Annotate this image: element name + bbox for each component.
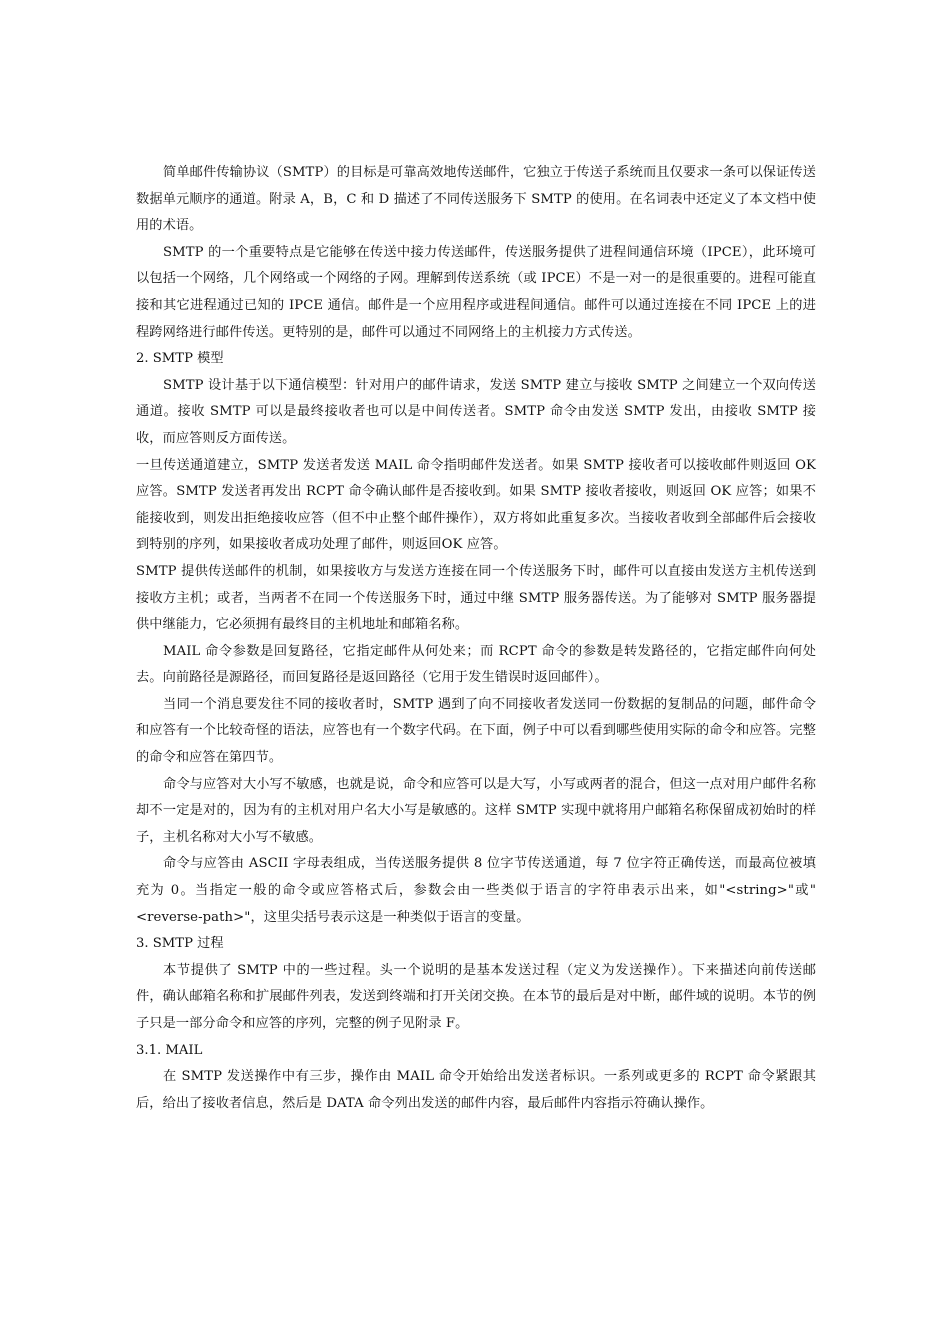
paragraph-procedures: 本节提供了 SMTP 中的一些过程。头一个说明的是基本发送过程（定义为发送操作）。下来描述向前传送邮件，确认邮箱名称和扩展邮件列表，发送到终端和打开关闭交换。在本节的最后是对中断，邮件域的说明。本节的例子只是一部分命令和应答的序列，完整的例子见附录 F。: [136, 962, 816, 1031]
document-body: [136, 160, 816, 1117]
paragraph-multiple-recipients: 当同一个消息要发往不同的接收者时，SMTP 遇到了向不同接收者发送同一份数据的复制品的问题，邮件命令和应答有一个比较奇怪的语法，应答也有一个数字代码。在下面，例子中可以看到哪些使用实际的命令和应答。完整的命令和应答在第四节。: [136, 696, 816, 766]
paragraph-case-sensitivity: 命令与应答对大小写不敏感，也就是说，命令和应答可以是大写，小写或两者的混合，但这一点对用户邮件名称却不一定是对的，因为有的主机对用户名大小写是敏感的。这样 SMTP 实现中就将用户邮箱名称保留成初始时的样子，主机名称对大小写不敏感。: [136, 776, 816, 845]
paragraph-mail-command: 一旦传送通道建立，SMTP 发送者发送 MAIL 命令指明邮件发送者。如果 SMTP 接收者可以接收邮件则返回 OK 应答。SMTP 发送者再发出 RCPT 命令确认邮件是否接收到。如果 SMTP 接收者接收，则返回 OK 应答；如果不能接收到，则发出拒绝接收应答（但不中止整个邮件操作），双方将如此重复多次。当接收者收到全部邮件后会接收到特别的序列，如果接收者成功处理了邮件，则返回OK 应答。: [136, 457, 816, 553]
paragraph-smtp-intro: 简单邮件传输协议（SMTP）的目标是可靠高效地传送邮件，它独立于传送子系统而且仅要求一条可以保证传送数据单元顺序的通道。附录 A，B，C 和 D 描述了不同传送服务下 SMTP 的使用。在名词表中还定义了本文档中使用的术语。: [136, 165, 816, 234]
section-heading-mail: 3.1. MAIL: [136, 1042, 203, 1058]
paragraph-mail-steps: 在 SMTP 发送操作中有三步，操作由 MAIL 命令开始给出发送者标识。一系列或更多的 RCPT 命令紧跟其后，给出了接收者信息，然后是 DATA 命令列出发送的邮件内容，最后邮件内容指示符确认操作。: [136, 1069, 816, 1111]
paragraph-paths: MAIL 命令参数是回复路径，它指定邮件从何处来；而 RCPT 命令的参数是转发路径的，它指定邮件向何处去。向前路径是源路径，而回复路径是返回路径（它用于发生错误时返回邮件）。: [136, 643, 816, 686]
paragraph-relay-mechanism: SMTP 提供传送邮件的机制，如果接收方与发送方连接在同一个传送服务下时，邮件可以直接由发送方主机传送到接收方主机；或者，当两者不在同一个传送服务下时，通过中继 SMTP 服务器传送。为了能够对 SMTP 服务器提供中继能力，它必须拥有最终目的主机地址和邮箱名称。: [136, 563, 816, 633]
paragraph-smtp-model: SMTP 设计基于以下通信模型：针对用户的邮件请求，发送 SMTP 建立与接收 SMTP 之间建立一个双向传送通道。接收 SMTP 可以是最终接收者也可以是中间传送者。SMTP 命令由发送 SMTP 发出，由接收 SMTP 接收，而应答则反方面传送。: [136, 377, 816, 446]
paragraph-smtp-relay: SMTP 的一个重要特点是它能够在传送中接力传送邮件，传送服务提供了进程间通信环境（IPCE），此环境可以包括一个网络，几个网络或一个网络的子网。理解到传送系统（或 IPCE）不是一对一的是很重要的。进程可能直接和其它进程通过已知的 IPCE 通信。邮件是一个应用程序或进程间通信。邮件可以通过连接在不同 IPCE 上的进程跨网络进行邮件传送。更特别的是，邮件可以通过不同网络上的主机接力方式传送。: [136, 244, 816, 340]
section-heading-smtp-model: 2. SMTP 模型: [136, 351, 224, 367]
paragraph-ascii: 命令与应答由 ASCII 字母表组成，当传送服务提供 8 位字节传送通道，每 7 位字符正确传送，而最高位被填充为 0。当指定一般的命令或应答格式后，参数会由一些类似于语言的字符串表示出来，如"<string>"或"<reverse-path>"，这里尖括号表示这是一种类似于语言的变量。: [136, 856, 816, 925]
section-heading-smtp-procedures: 3. SMTP 过程: [136, 936, 224, 952]
